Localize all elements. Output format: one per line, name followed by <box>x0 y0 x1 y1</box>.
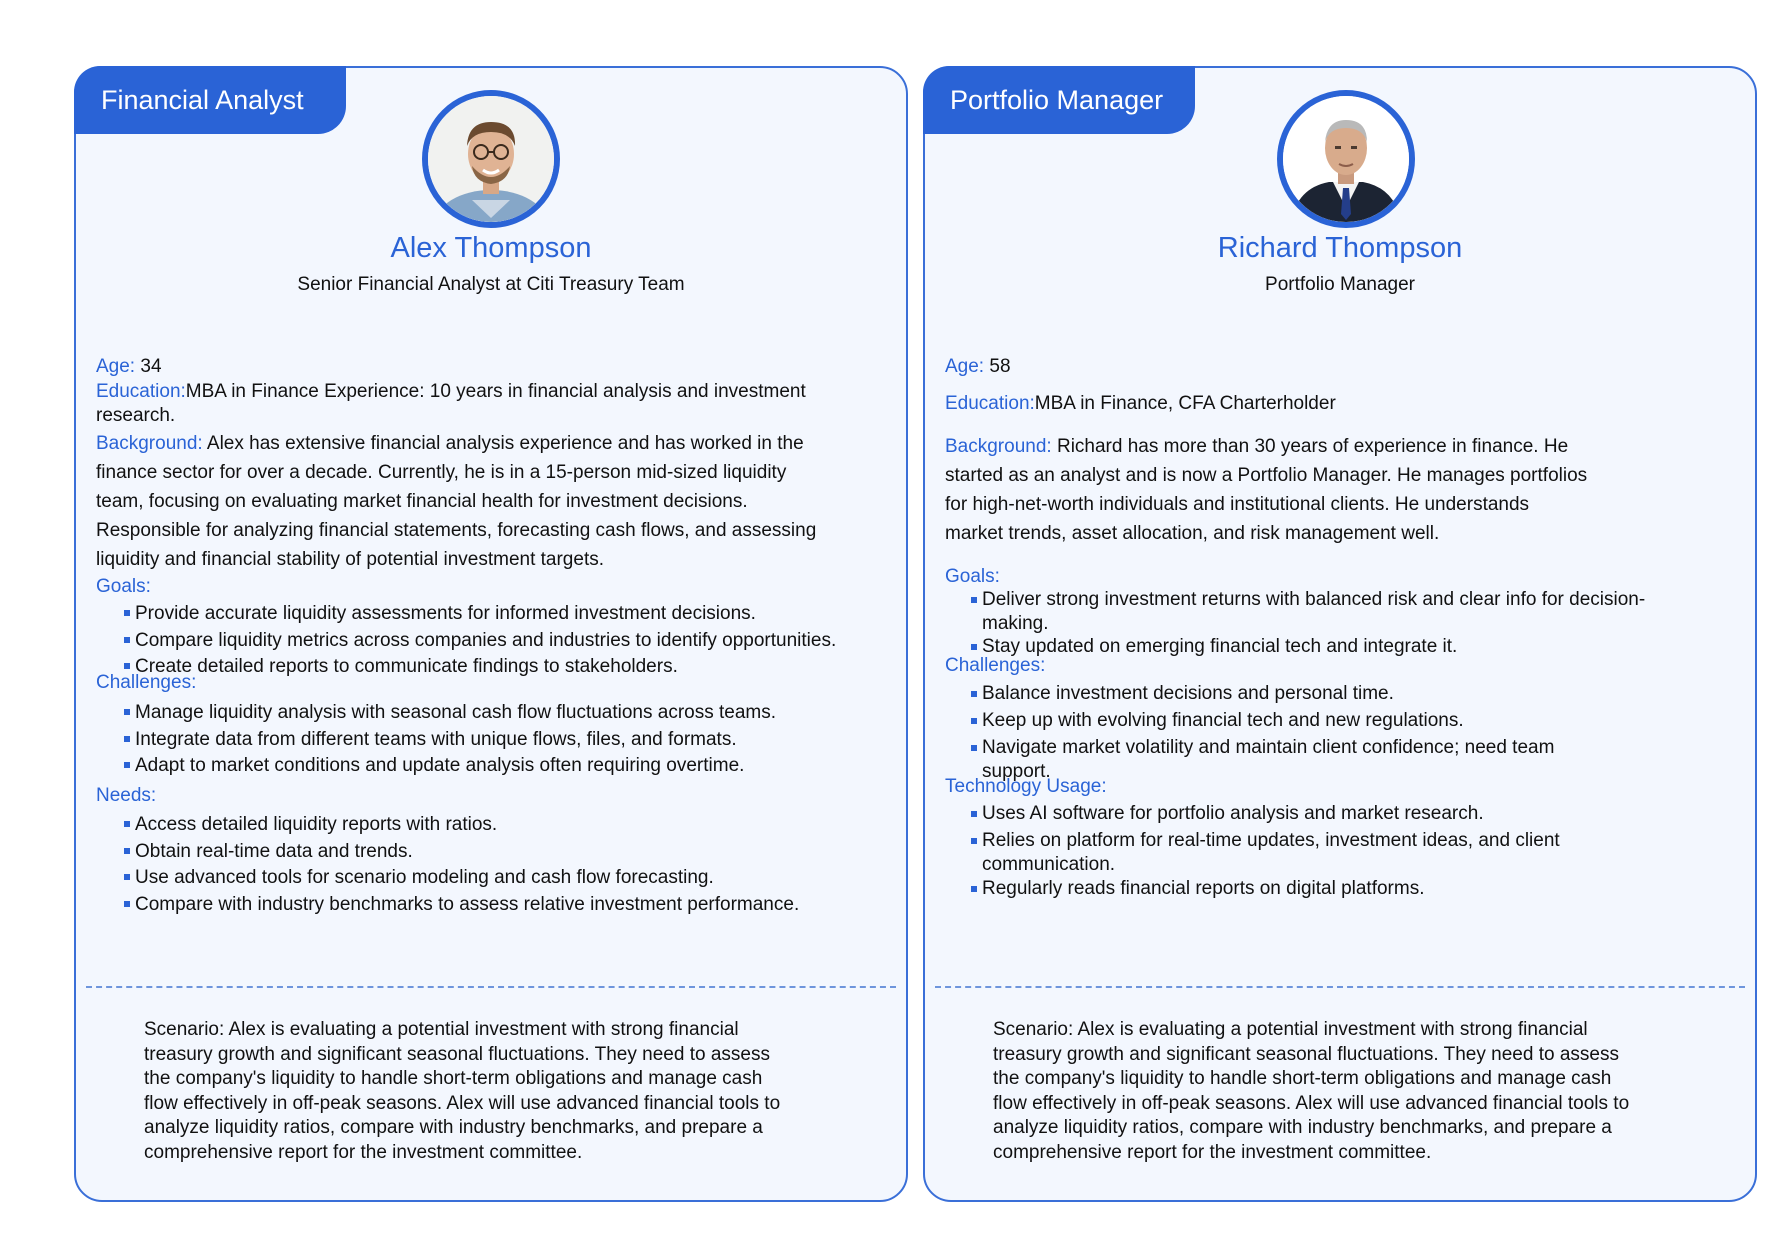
scenario-text <box>144 1018 824 1165</box>
list-item: Deliver strong investment returns with balanced risk and clear info for decision- making. <box>971 588 1645 635</box>
list-item: Provide accurate liquidity assessments for informed investment decisions. <box>124 601 836 628</box>
education-value-cont: research. <box>96 405 176 426</box>
list-item: Manage liquidity analysis with seasonal cash flow fluctuations across teams. <box>124 700 776 727</box>
persona-card-portfolio-manager <box>923 66 1757 1202</box>
age-value: 58 <box>989 356 1011 377</box>
scenario-text <box>993 1018 1673 1165</box>
scenario-line: Scenario: Alex is evaluating a potential investment with strong financial <box>144 1019 739 1040</box>
challenges-heading: Challenges: <box>945 655 1046 676</box>
goals-heading: Goals: <box>96 576 151 597</box>
background-text: finance sector for over a decade. Currently, he is in a 15-person mid-sized liquidity <box>96 462 787 483</box>
list-item: Regularly reads financial reports on digital platforms. <box>971 877 1560 901</box>
scenario-line: the company's liquidity to handle short-term obligations and manage cash <box>144 1068 763 1089</box>
list-item: Adapt to market conditions and update analysis often requiring overtime. <box>124 753 776 780</box>
persona-name: Alex Thompson <box>390 232 592 264</box>
list-item: Uses AI software for portfolio analysis and market research. <box>971 802 1560 826</box>
goals-list <box>971 588 1645 659</box>
list-item: Create detailed reports to communicate findings to stakeholders. <box>124 654 836 681</box>
goals-list <box>124 601 836 681</box>
background-block <box>96 429 896 574</box>
background-label: Background: <box>945 436 1052 457</box>
needs-heading: Needs: <box>96 785 157 806</box>
goals-heading: Goals: <box>945 566 1000 587</box>
background-text: liquidity and financial stability of potential investment targets. <box>96 549 604 570</box>
education-label: Education: <box>96 381 186 402</box>
challenges-heading: Challenges: <box>96 672 197 693</box>
scenario-line: analyze liquidity ratios, compare with industry benchmarks, and prepare a <box>144 1117 763 1138</box>
list-item: Keep up with evolving financial tech and new regulations. <box>971 709 1554 733</box>
section-divider <box>86 986 896 988</box>
section-divider <box>935 986 1745 988</box>
list-item: Relies on platform for real-time updates, investment ideas, and client communication. <box>971 829 1560 877</box>
background-text: market trends, asset allocation, and risk management well. <box>945 523 1440 544</box>
list-item: Compare with industry benchmarks to assess relative investment performance. <box>124 892 799 919</box>
education-value: MBA in Finance, CFA Charterholder <box>1034 393 1336 414</box>
background-text: Responsible for analyzing financial statements, forecasting cash flows, and assessing <box>96 520 817 541</box>
background-text: for high-net-worth individuals and institutional clients. He understands <box>945 494 1530 515</box>
tech-usage-heading: Technology Usage: <box>945 776 1107 797</box>
man-suit-portrait-icon <box>1283 96 1409 222</box>
list-item: Compare liquidity metrics across companies and industries to identify opportunities. <box>124 628 836 655</box>
persona-role: Portfolio Manager <box>1265 274 1415 295</box>
scenario-line: flow effectively in off-peak seasons. Alex will use advanced financial tools to <box>144 1092 781 1114</box>
list-item: Stay updated on emerging financial tech and integrate it. <box>971 635 1645 659</box>
avatar-photo <box>422 90 560 228</box>
age-label: Age: <box>945 356 985 377</box>
background-block <box>945 432 1745 548</box>
scenario-line: analyze liquidity ratios, compare with industry benchmarks, and prepare a <box>993 1117 1612 1138</box>
avatar-photo <box>1277 90 1415 228</box>
scenario-line: comprehensive report for the investment committee. <box>144 1141 583 1163</box>
tech-usage-list <box>971 802 1560 901</box>
man-glasses-portrait-icon <box>428 96 554 222</box>
age-row <box>96 356 162 378</box>
list-item: Balance investment decisions and personal time. <box>971 682 1554 706</box>
list-item: Obtain real-time data and trends. <box>124 839 799 866</box>
list-item: Use advanced tools for scenario modeling and cash flow forecasting. <box>124 865 799 892</box>
persona-role: Senior Financial Analyst at Citi Treasury Team <box>297 274 685 295</box>
background-text: Alex has extensive financial analysis experience and has worked in the <box>202 433 804 454</box>
list-item: Integrate data from different teams with unique flows, files, and formats. <box>124 727 776 754</box>
education-value: MBA in Finance Experience: 10 years in financial analysis and investment <box>185 381 806 402</box>
persona-name: Richard Thompson <box>1217 232 1463 264</box>
education-block <box>96 380 896 428</box>
background-text: team, focusing on evaluating market financial health for investment decisions. <box>96 491 748 512</box>
scenario-line: the company's liquidity to handle short-term obligations and manage cash <box>993 1068 1612 1089</box>
age-row <box>945 356 1011 378</box>
persona-card-financial-analyst <box>74 66 908 1202</box>
persona-tab: Financial Analyst <box>74 66 346 134</box>
age-value: 34 <box>140 356 162 377</box>
needs-list <box>124 812 799 918</box>
background-label: Background: <box>96 433 203 454</box>
scenario-line: treasury growth and significant seasonal fluctuations. They need to assess <box>144 1043 770 1065</box>
list-item: Access detailed liquidity reports with ratios. <box>124 812 799 839</box>
persona-tab: Portfolio Manager <box>923 66 1195 134</box>
list-item: Navigate market volatility and maintain client confidence; need team support. <box>971 736 1554 784</box>
age-label: Age: <box>96 356 136 377</box>
challenges-list <box>971 682 1554 784</box>
scenario-line: flow effectively in off-peak seasons. Alex will use advanced financial tools to <box>993 1092 1630 1114</box>
challenges-list <box>124 700 776 780</box>
background-text: started as an analyst and is now a Portfolio Manager. He manages portfolios <box>945 465 1588 486</box>
scenario-line: treasury growth and significant seasonal fluctuations. They need to assess <box>993 1043 1619 1065</box>
background-text: Richard has more than 30 years of experience in finance. He <box>1051 436 1569 457</box>
education-row <box>945 393 1336 415</box>
scenario-line: Scenario: Alex is evaluating a potential investment with strong financial <box>993 1019 1588 1040</box>
scenario-line: comprehensive report for the investment committee. <box>993 1141 1432 1163</box>
education-label: Education: <box>945 393 1035 414</box>
